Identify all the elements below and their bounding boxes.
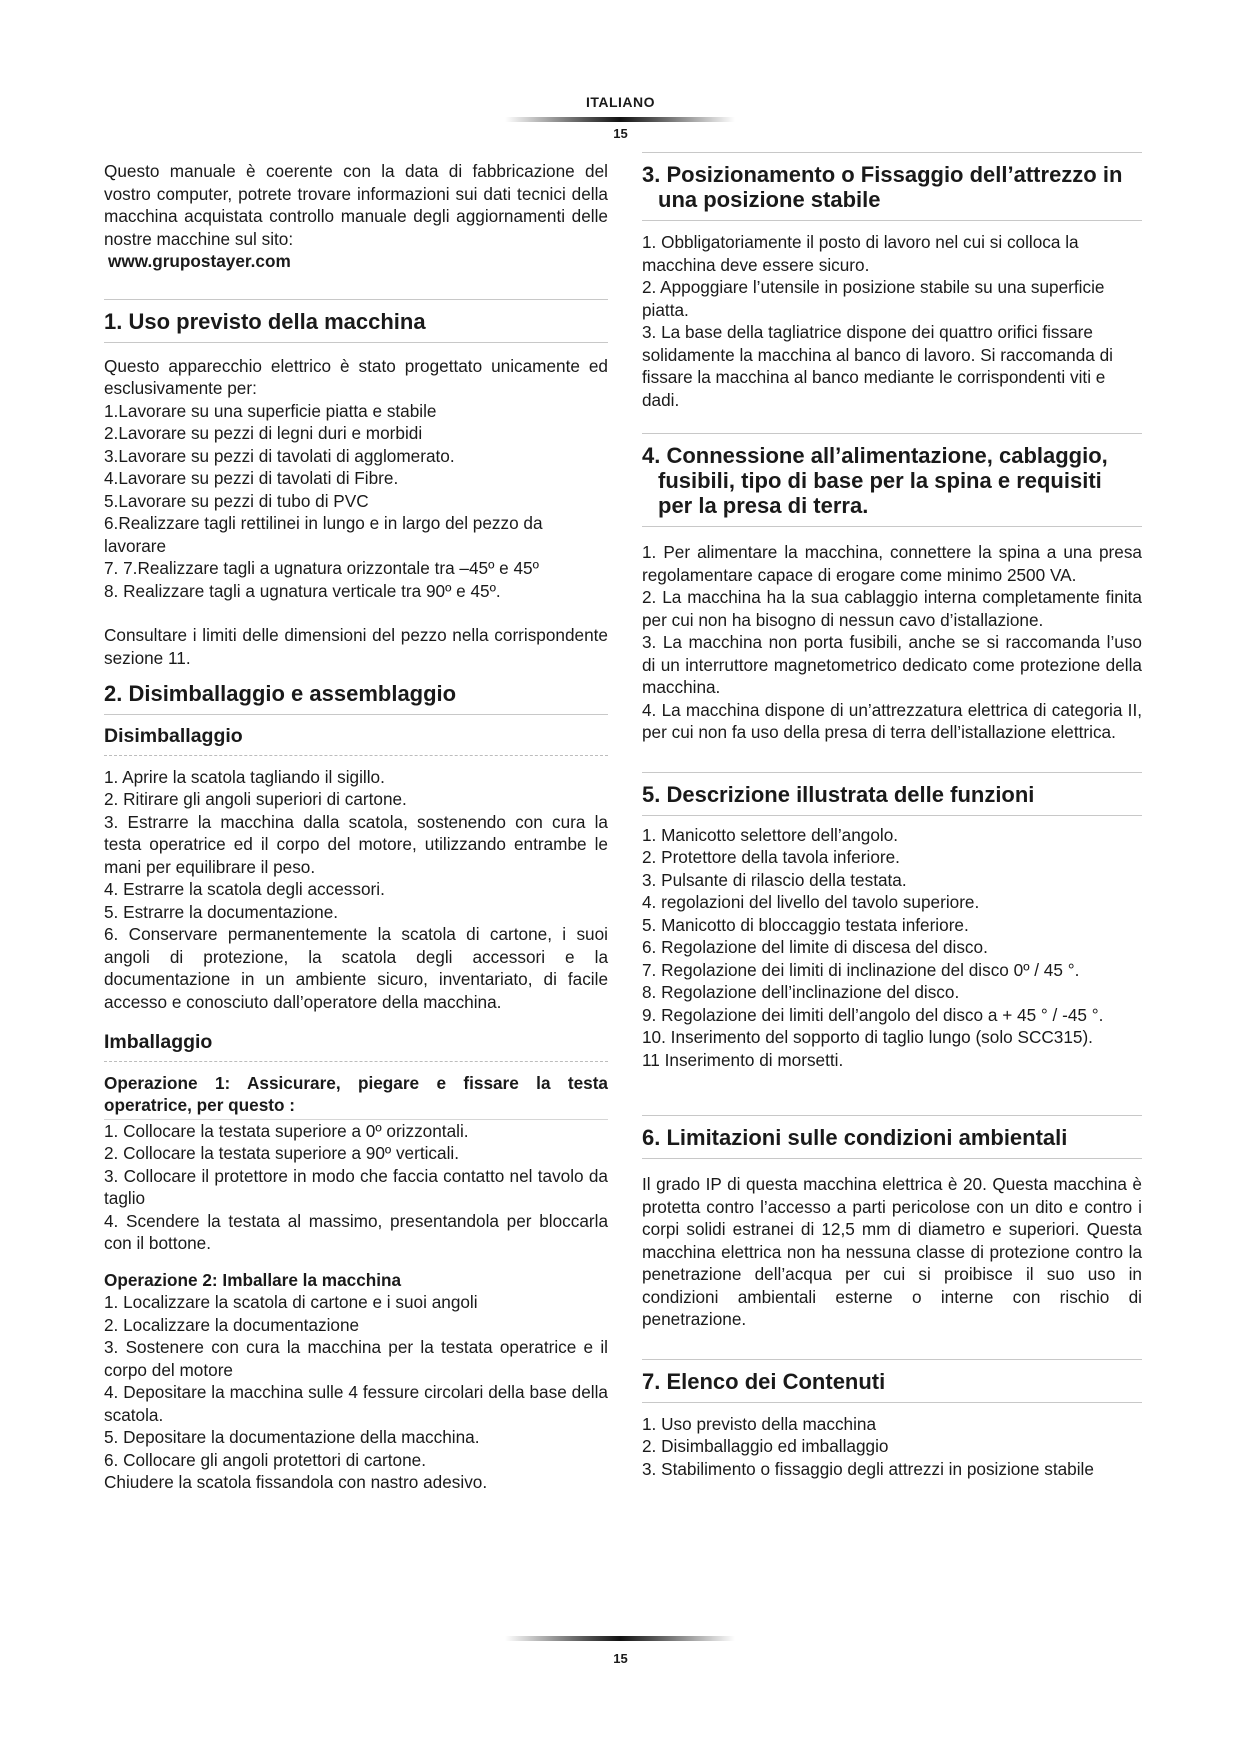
operation-2-title: Operazione 2: Imballare la macchina xyxy=(104,1269,402,1290)
disimballaggio-list xyxy=(104,766,608,1014)
list-item: 4.Lavorare su pezzi di tavolati di Fibre. xyxy=(104,468,399,488)
list-item: 8. Realizzare tagli a ugnatura verticale tra 90º e 45º. xyxy=(104,580,501,601)
list-item: 1. Per alimentare la macchina, connettere la spina a una presa regolamentare capace di erogare come minimo 2500 VA. xyxy=(642,542,1142,585)
list-item: 2. Disimballaggio ed imballaggio xyxy=(642,1436,889,1456)
list-item: 4. Scendere la testata al massimo, presentandola per bloccarla con il bottone. xyxy=(104,1210,608,1253)
website-url[interactable]: www.grupostayer.com xyxy=(108,251,291,271)
list-item: 1. Manicotto selettore dell’angolo. xyxy=(642,824,899,845)
list-item: Chiudere la scatola fissandola con nastro adesivo. xyxy=(104,1472,488,1492)
left-column xyxy=(104,160,608,1494)
list-item: 2. Collocare la testata superiore a 90º verticali. xyxy=(104,1143,459,1163)
list-item: 8. Regolazione dell’inclinazione del disco. xyxy=(642,982,960,1002)
list-item: 2. Ritirare gli angoli superiori di cartone. xyxy=(104,789,407,809)
list-item: 6. Regolazione del limite di discesa del disco. xyxy=(642,937,988,957)
list-item: 1. Collocare la testata superiore a 0º orizzontali. xyxy=(104,1120,469,1141)
list-item: 5. Depositare la documentazione della macchina. xyxy=(104,1427,480,1447)
section-4-list xyxy=(642,541,1142,744)
list-item: 2. Protettore della tavola inferiore. xyxy=(642,847,900,867)
list-item: 3.Lavorare su pezzi di tavolati di agglomerato. xyxy=(104,445,455,466)
section-6-title: 6. Limitazioni sulle condizioni ambientali xyxy=(642,1115,1142,1159)
list-item: 1.Lavorare su una superficie piatta e stabile xyxy=(104,400,437,421)
section-3-title: 3. Posizionamento o Fissaggio dell’attrezzo in una posizione stabile xyxy=(642,152,1142,221)
operation-2-list xyxy=(104,1291,608,1494)
section-4-title: 4. Connessione all’alimentazione, cablaggio, fusibili, tipo di base per la spina e requisiti per la presa di terra. xyxy=(642,433,1142,527)
list-item: 2. Localizzare la documentazione xyxy=(104,1314,360,1335)
right-column xyxy=(642,152,1142,1480)
list-item: 6. Conservare permanentemente la scatola di cartone, i suoi angoli di protezione, la scatola degli accessori e la documentazione in un ambiente sicuro, inventariato, di facile accesso e conosciuto dall’operatore della macchina. xyxy=(104,924,608,1012)
list-item: 6.Realizzare tagli rettilinei in lungo e in largo del pezzo da lavorare xyxy=(104,513,543,556)
list-item: 1. Obbligatoriamente il posto di lavoro nel cui si colloca la macchina deve essere sicuro. xyxy=(642,232,1079,275)
list-item: 3. Pulsante di rilascio della testata. xyxy=(642,869,907,890)
list-item: 6. Collocare gli angoli protettori di cartone. xyxy=(104,1449,426,1470)
list-item: 3. Estrarre la macchina dalla scatola, sostenendo con cura la testa operatrice ed il corpo del motore, utilizzando entrambe le mani per equilibrare il peso. xyxy=(104,811,608,877)
list-item: 1. Localizzare la scatola di cartone e i suoi angoli xyxy=(104,1292,478,1312)
footer-divider xyxy=(505,1636,735,1641)
section-5-list xyxy=(642,824,1142,1072)
list-item: 9. Regolazione dei limiti dell’angolo del disco a + 45 ° / -45 °. xyxy=(642,1004,1104,1025)
header-page-number: 15 xyxy=(613,126,628,141)
section-6-text: Il grado IP di questa macchina elettrica è 20. Questa macchina è protetta contro l’accesso a parti pericolose con un dito e contro i corpi solidi estranei di 12,5 mm di diametro e superiori. Questa macchina elettrica non ha nessuna classe di protezione contro la penetrazione dell’acqua per cui si proibisce il suo uso in condizioni ambientali esterne o interne con rischio di penetrazione. xyxy=(642,1174,1142,1329)
footer-page-number: 15 xyxy=(613,1651,628,1666)
list-item: 2. Appoggiare l’utensile in posizione stabile su una superficie piatta. xyxy=(642,277,1105,320)
section-1-note: Consultare i limiti delle dimensioni del pezzo nella corrispondente sezione 11. xyxy=(104,625,608,668)
list-item: 3. La base della tagliatrice dispone dei quattro orifici fissare solidamente la macchina al banco di lavoro. Si raccomanda di fissare la macchina al banco mediante le corrispondenti viti e dadi. xyxy=(642,322,1114,410)
intro-text: Questo manuale è coerente con la data di fabbricazione del vostro computer, potrete trovare informazioni sui dati tecnici della macchina acquistata controllo manuale degli aggiornamenti delle nostre macchine sul sito: xyxy=(104,161,608,249)
subsection-imballaggio: Imballaggio xyxy=(104,1031,608,1062)
list-item: 1. Uso previsto della macchina xyxy=(642,1413,877,1434)
list-item: 3. Sostenere con cura la macchina per la testata operatrice e il corpo del motore xyxy=(104,1337,608,1380)
section-7-title: 7. Elenco dei Contenuti xyxy=(642,1359,1142,1403)
section-7-list xyxy=(642,1413,1142,1481)
list-item: 10. Inserimento del sopporto di taglio lungo (solo SCC315). xyxy=(642,1027,1093,1047)
list-item: 2. La macchina ha la sua cablaggio interna completamente finita per cui non ha bisogno di nessun cavo d’istallazione. xyxy=(642,587,1142,630)
list-item: 5.Lavorare su pezzi di tubo di PVC xyxy=(104,490,369,511)
list-item: 4. La macchina dispone di un’attrezzatura elettrica di categoria II, per cui non fa uso della presa di terra dell’istallazione elettrica. xyxy=(642,699,1142,742)
operation-1-title: Operazione 1: Assicurare, piegare e fissare la testa operatrice, per questo : xyxy=(104,1072,608,1120)
list-item: 3. Stabilimento o fissaggio degli attrezzi in posizione stabile xyxy=(642,1458,1094,1479)
list-item: 4. regolazioni del livello del tavolo superiore. xyxy=(642,892,980,912)
list-item: 3. La macchina non porta fusibili, anche se si raccomanda l’uso di un interruttore magnetometrico dedicato come protezione della macchina. xyxy=(642,632,1142,697)
list-item: 3. Collocare il protettore in modo che faccia contatto nel tavolo da taglio xyxy=(104,1165,608,1208)
list-item: 5. Manicotto di bloccaggio testata inferiore. xyxy=(642,914,969,935)
list-item: 4. Depositare la macchina sulle 4 fessure circolari della base della scatola. xyxy=(104,1382,608,1425)
list-item: 7. Regolazione dei limiti di inclinazione del disco 0º / 45 °. xyxy=(642,959,1080,980)
list-item: 11 Inserimento di morsetti. xyxy=(642,1049,844,1070)
section-1-title: 1. Uso previsto della macchina xyxy=(104,299,608,343)
list-item: 7. 7.Realizzare tagli a ugnatura orizzontale tra –45º e 45º xyxy=(104,558,539,578)
header-language: ITALIANO xyxy=(585,94,656,110)
list-item: 2.Lavorare su pezzi di legni duri e morbidi xyxy=(104,423,423,443)
subsection-disimballaggio: Disimballaggio xyxy=(104,725,608,756)
section-2-title: 2. Disimballaggio e assemblaggio xyxy=(104,681,608,715)
operation-1-list xyxy=(104,1120,608,1255)
section-1-intro: Questo apparecchio elettrico è stato progettato unicamente ed esclusivamente per: xyxy=(104,355,608,398)
section-3-list xyxy=(642,231,1142,411)
list-item: 4. Estrarre la scatola degli accessori. xyxy=(104,879,385,899)
list-item: 5. Estrarre la documentazione. xyxy=(104,901,339,922)
section-1-list xyxy=(104,400,608,603)
section-5-title: 5. Descrizione illustrata delle funzioni xyxy=(642,772,1142,816)
list-item: 1. Aprire la scatola tagliando il sigillo. xyxy=(104,766,385,787)
header-divider xyxy=(505,117,735,122)
